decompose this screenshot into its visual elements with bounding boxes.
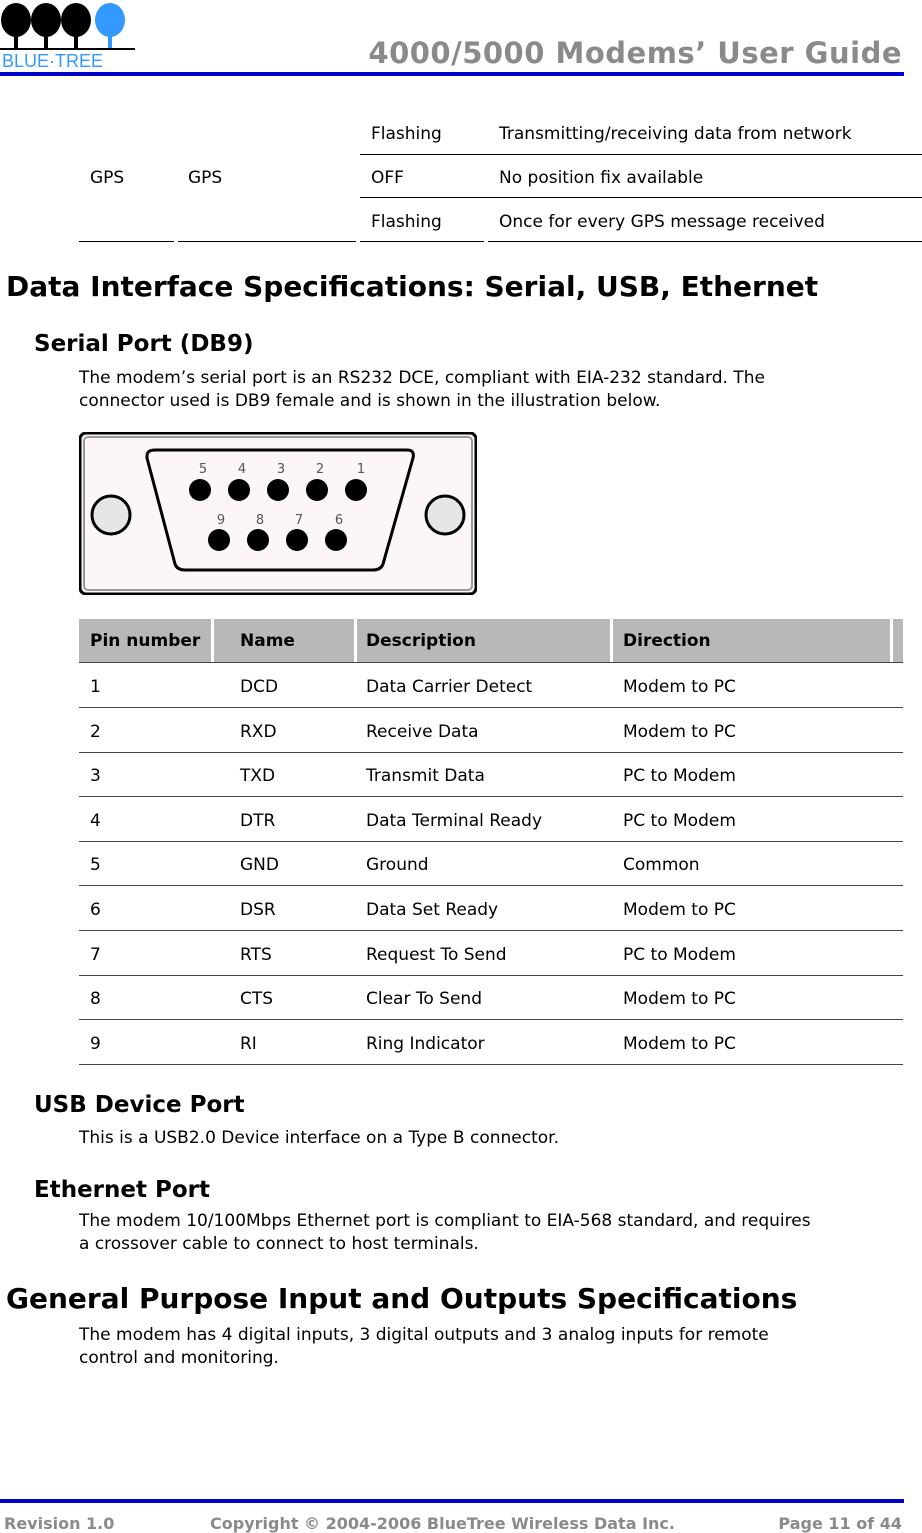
- pin-hole: [247, 529, 269, 551]
- divider: [890, 619, 893, 662]
- table-cell: Once for every GPS message received: [499, 212, 825, 232]
- table-row: [79, 886, 903, 931]
- table-cell: PC to Modem: [623, 766, 736, 786]
- section-heading: General Purpose Input and Outputs Specifications: [6, 1282, 798, 1315]
- table-cell: Flashing: [371, 212, 442, 232]
- subsection-heading: Serial Port (DB9): [34, 331, 254, 357]
- column-header: Direction: [623, 631, 711, 651]
- table-cell: Modem to PC: [623, 1034, 736, 1054]
- table-row: [79, 931, 903, 976]
- table-cell: GPS: [90, 168, 125, 188]
- table-cell: Ground: [366, 855, 429, 875]
- pin-hole: [306, 479, 328, 501]
- tree-icon: [1, 3, 91, 50]
- divider: [488, 241, 922, 242]
- table-cell: DCD: [240, 677, 279, 697]
- pin-label: 5: [198, 462, 208, 477]
- table-cell: RI: [240, 1034, 257, 1054]
- divider: [360, 241, 484, 242]
- paragraph-line: connector used is DB9 female and is shown in the illustration below.: [79, 391, 661, 411]
- table-cell: DSR: [240, 900, 276, 920]
- table-cell: Data Terminal Ready: [366, 811, 543, 831]
- paragraph-line: a crossover cable to connect to host terminals.: [79, 1234, 479, 1254]
- table-cell: 9: [90, 1034, 101, 1054]
- divider: [360, 154, 922, 155]
- table-cell: Modem to PC: [623, 677, 736, 697]
- pin-hole: [228, 479, 250, 501]
- header-rule: [0, 72, 904, 76]
- table-cell: 2: [90, 722, 101, 742]
- footer-rule: [0, 1499, 904, 1503]
- pin-label: 8: [255, 513, 265, 528]
- table-cell: OFF: [371, 168, 404, 188]
- table-cell: Modem to PC: [623, 989, 736, 1009]
- table-cell: 4: [90, 811, 101, 831]
- pin-hole: [267, 479, 289, 501]
- paragraph: This is a USB2.0 Device interface on a Type B connector.: [79, 1128, 559, 1148]
- pin-label: 9: [216, 513, 226, 528]
- pin-label: 6: [334, 513, 344, 528]
- pin-label: 3: [276, 462, 286, 477]
- pin-label: 1: [356, 462, 366, 477]
- bluetree-logo: [0, 0, 140, 70]
- table-cell: Flashing: [371, 124, 442, 144]
- table-cell: GPS: [188, 168, 223, 188]
- subsection-heading: Ethernet Port: [34, 1177, 210, 1203]
- pin-label: 2: [315, 462, 325, 477]
- table-cell: Modem to PC: [623, 900, 736, 920]
- table-cell: PC to Modem: [623, 945, 736, 965]
- table-cell: Transmitting/receiving data from network: [499, 124, 852, 144]
- page-title: 4000/5000 Modems’ User Guide: [368, 36, 902, 70]
- table-cell: RXD: [240, 722, 277, 742]
- pin-hole: [286, 529, 308, 551]
- db9-connector-image: [79, 432, 477, 595]
- paragraph-line: The modem’s serial port is an RS232 DCE, compliant with EIA-232 standard. The: [79, 368, 765, 388]
- column-header: Name: [240, 631, 295, 651]
- pin-hole: [189, 479, 211, 501]
- pin-hole: [208, 529, 230, 551]
- pin-hole: [345, 479, 367, 501]
- paragraph: [79, 1210, 909, 1256]
- table-row: [79, 752, 903, 797]
- table-cell: 1: [90, 677, 101, 697]
- table-cell: Receive Data: [366, 722, 479, 742]
- pin-label: 4: [237, 462, 247, 477]
- column-header: Pin number: [90, 631, 201, 651]
- divider: [211, 619, 214, 662]
- table-cell: No position fix available: [499, 168, 704, 188]
- table-cell: 8: [90, 989, 101, 1009]
- pin-label: 7: [294, 513, 304, 528]
- table-cell: Data Set Ready: [366, 900, 499, 920]
- table-cell: CTS: [240, 989, 274, 1009]
- table-cell: GND: [240, 855, 279, 875]
- mounting-hole-icon: [92, 496, 130, 534]
- divider: [79, 241, 174, 242]
- column-header: Description: [366, 631, 476, 651]
- divider: [360, 197, 922, 198]
- divider: [178, 241, 356, 242]
- pin-hole: [325, 529, 347, 551]
- table-cell: Transmit Data: [366, 766, 485, 786]
- subsection-heading: USB Device Port: [34, 1092, 245, 1118]
- table-cell: DTR: [240, 811, 276, 831]
- table-row: [79, 1020, 903, 1065]
- table-row: [79, 663, 903, 708]
- table-row: [79, 975, 903, 1020]
- table-row: [79, 708, 903, 753]
- table-cell: Data Carrier Detect: [366, 677, 533, 697]
- footer-copyright: Copyright © 2004-2006 BlueTree Wireless Data Inc.: [210, 1514, 675, 1533]
- table-cell: 7: [90, 945, 101, 965]
- table-cell: Ring Indicator: [366, 1034, 485, 1054]
- footer-page-number: Page 11 of 44: [778, 1514, 902, 1533]
- divider: [610, 619, 613, 662]
- paragraph: [79, 1324, 909, 1370]
- mounting-hole-icon: [426, 496, 464, 534]
- table-cell: 3: [90, 766, 101, 786]
- table-cell: TXD: [240, 766, 276, 786]
- paragraph: [79, 367, 909, 413]
- divider: [354, 619, 357, 662]
- table-row: [79, 797, 903, 842]
- logo-text: BLUE·TREE: [2, 51, 104, 70]
- paragraph-line: The modem has 4 digital inputs, 3 digital outputs and 3 analog inputs for remote: [79, 1325, 769, 1345]
- paragraph-line: The modem 10/100Mbps Ethernet port is compliant to EIA-568 standard, and requires: [79, 1211, 811, 1231]
- section-heading: Data Interface Specifications: Serial, USB, Ethernet: [6, 270, 819, 303]
- pin-table-header: [79, 619, 903, 663]
- table-cell: Request To Send: [366, 945, 507, 965]
- table-cell: Common: [623, 855, 700, 875]
- paragraph-line: control and monitoring.: [79, 1348, 279, 1368]
- table-cell: PC to Modem: [623, 811, 736, 831]
- tree-icon: [95, 3, 125, 50]
- table-cell: Clear To Send: [366, 989, 482, 1009]
- table-cell: 5: [90, 855, 101, 875]
- table-row: [79, 841, 903, 886]
- table-cell: Modem to PC: [623, 722, 736, 742]
- table-cell: RTS: [240, 945, 272, 965]
- footer-revision: Revision 1.0: [4, 1514, 115, 1533]
- table-cell: 6: [90, 900, 101, 920]
